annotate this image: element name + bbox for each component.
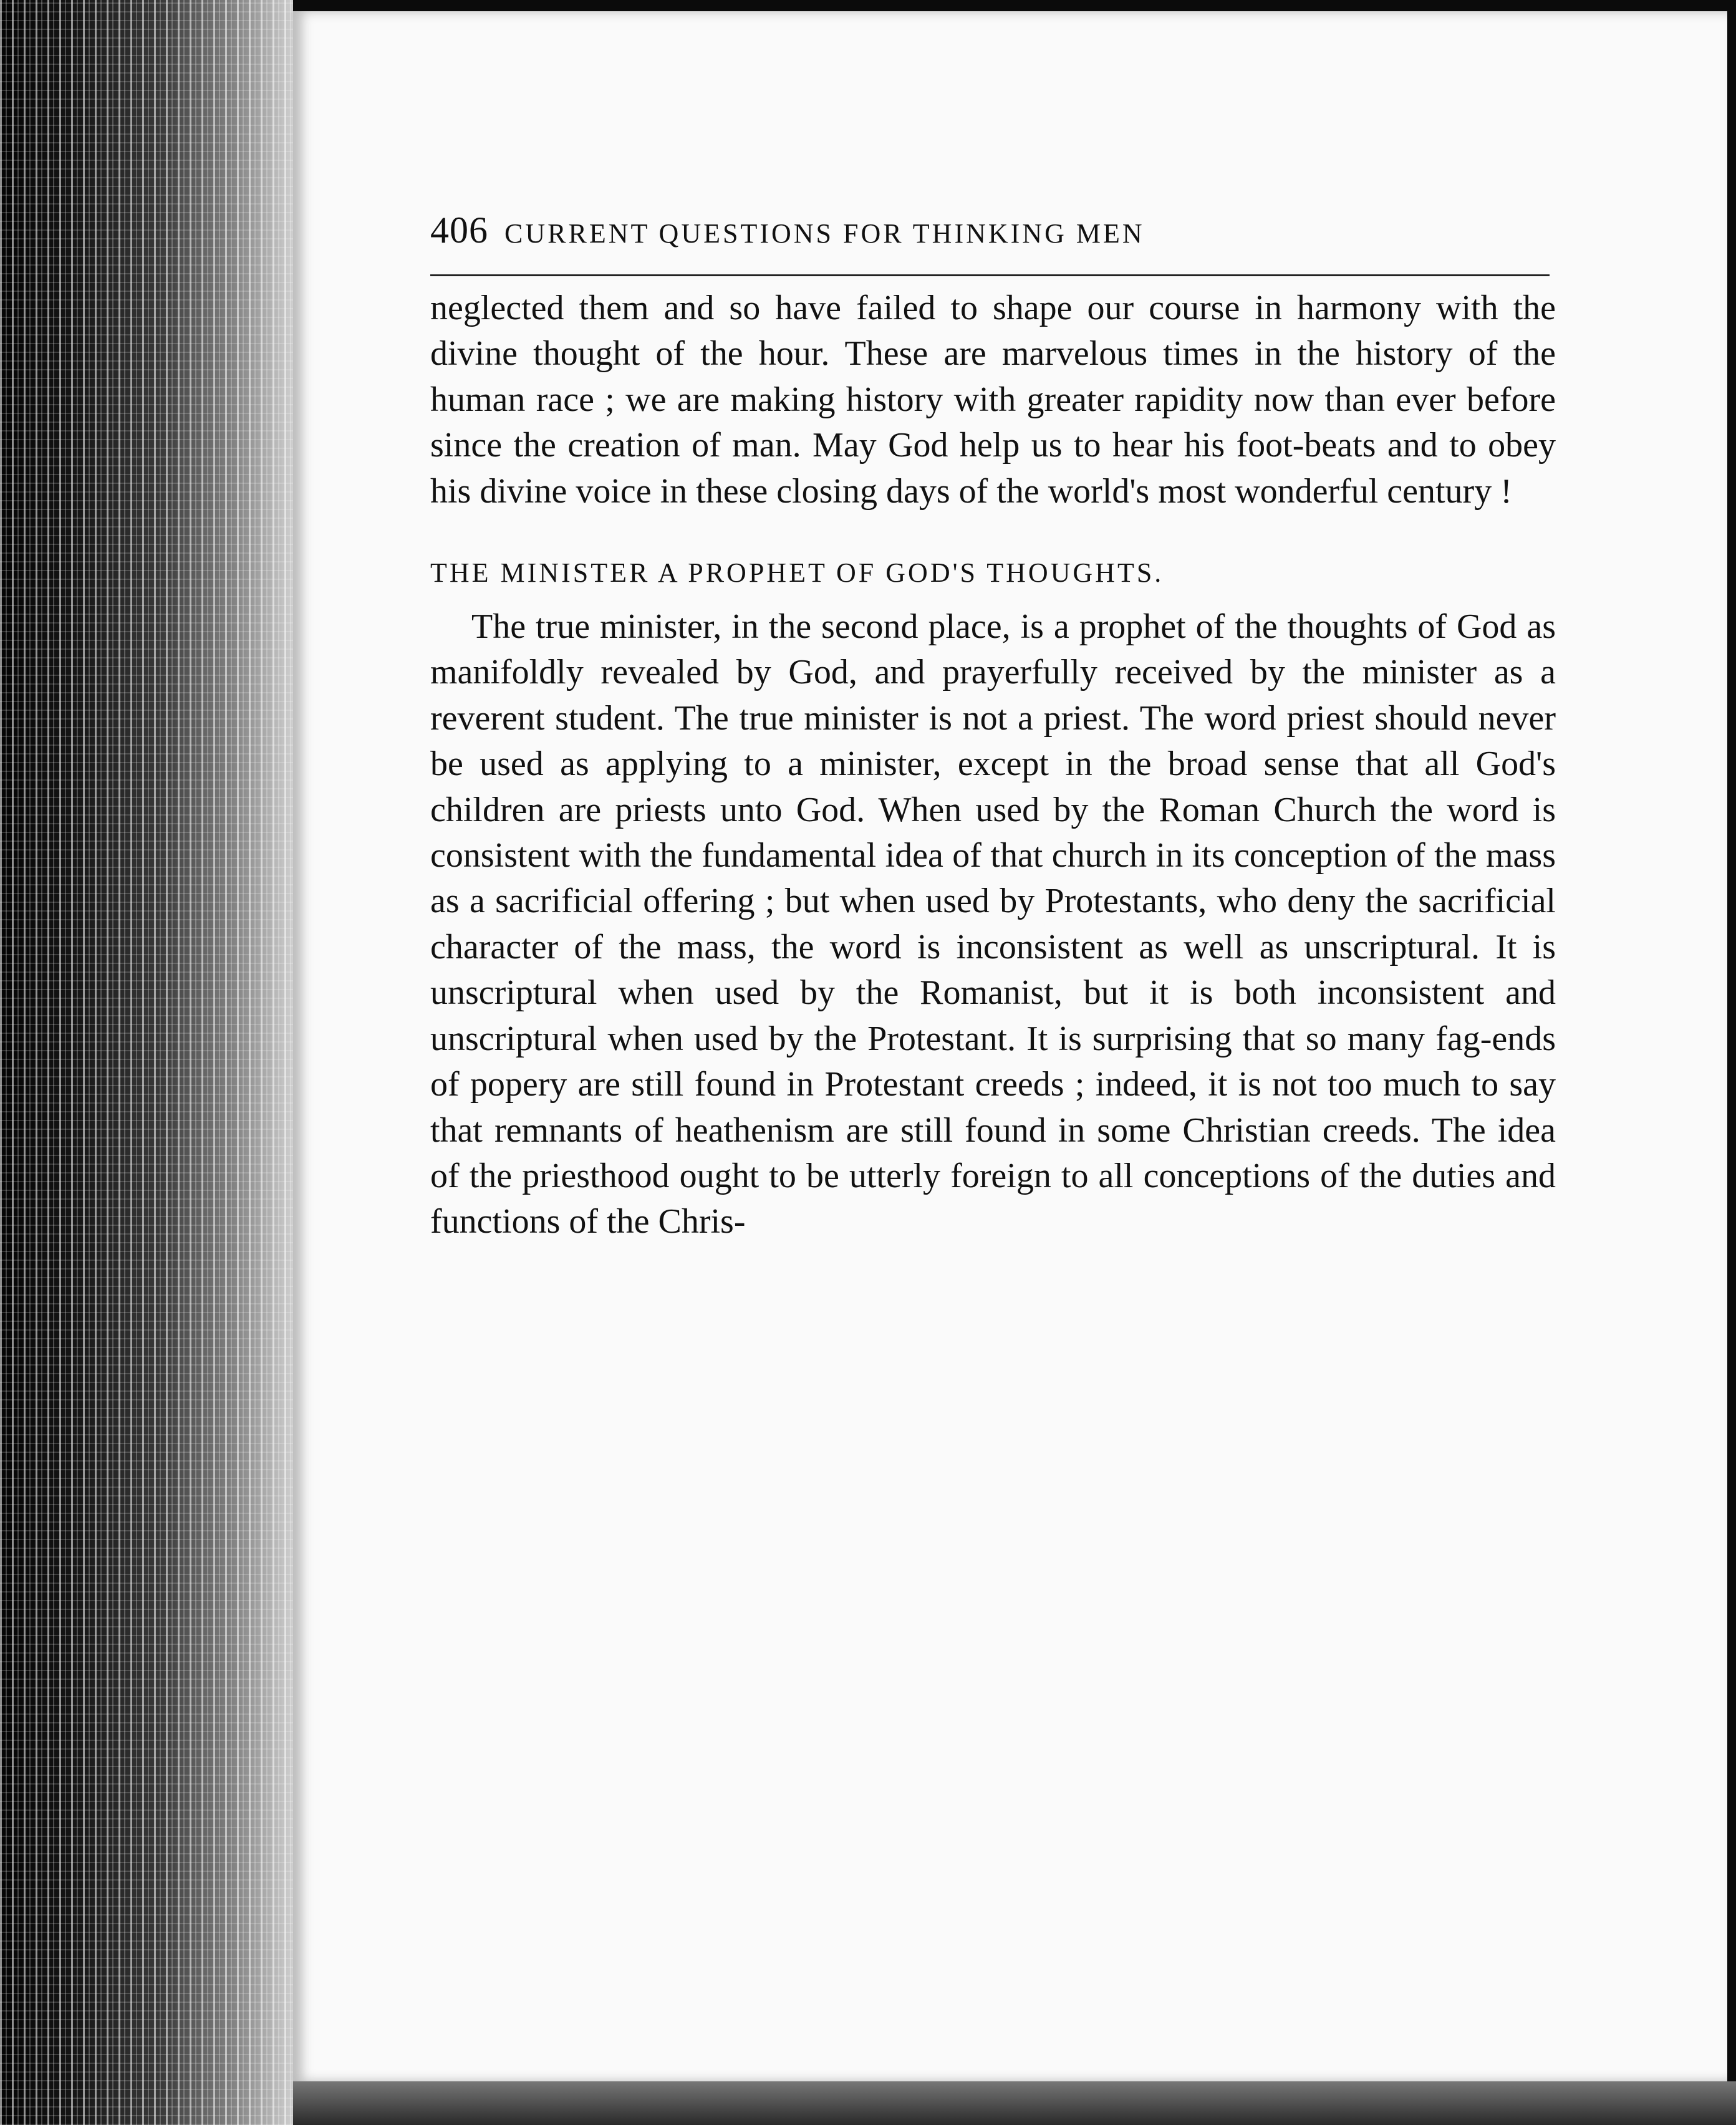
body-paragraph: The true minister, in the second place, is a prophet of the thoughts of God as manifoldly revealed by God, and prayerfully received by the minister as a reverent student. The true minister is not a priest. The word priest should never be used as applying to a minister, except in the broad sense that all God's children are priests unto God. When used by the Roman Church the word is consistent with the fundamental idea of that church in its conception of the mass as a sacrificial offering ; but when used by Protestants, who deny the sacrificial character of the mass, the word is inconsistent as well as unscriptural. It is unscriptural when used by the Romanist, but it is both inconsistent and unscriptural when used by the Protestant. It is surprising that so many fag-ends of popery are still found in Protestant creeds ; indeed, it is not too much to say that remnants of heathenism are still found in some Christian creeds. The idea of the priesthood ought to be utterly foreign to all conceptions of the duties and functions of the Chris- <box>430 607 1556 1241</box>
running-head <box>430 209 1559 252</box>
running-title: CURRENT QUESTIONS FOR THINKING MEN <box>504 218 1145 249</box>
continuation-paragraph: neglected them and so have failed to shape our course in harmony with the divine thought of the hour. These are marvelous times in the history of the human race ; we are making history with greater rapidity now than ever before since the creation of man. May God help us to hear his foot-beats and to obey his divine voice in these closing days of the world's most wonderful century ! <box>430 289 1556 511</box>
header-rule <box>430 274 1550 276</box>
page-edges <box>0 0 293 2125</box>
page-bottom-edge <box>293 2081 1736 2125</box>
page-number: 406 <box>430 210 488 251</box>
section-heading: THE MINISTER A PROPHET OF GOD'S THOUGHTS. <box>430 557 1164 589</box>
text-block <box>430 286 1556 1245</box>
